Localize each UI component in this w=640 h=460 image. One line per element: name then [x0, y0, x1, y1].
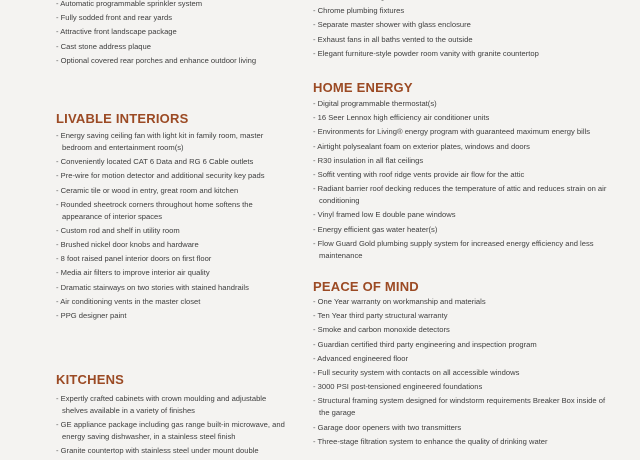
list-item: - Air conditioning vents in the master closet	[56, 296, 288, 308]
list-item	[313, 0, 613, 3]
list-item: - Granite countertop with stainless steel under mount double	[56, 445, 288, 457]
list-item: - Ceramic tile or wood in entry, great room and kitchen	[56, 185, 288, 197]
list-item: - Fully sodded front and rear yards	[56, 12, 288, 24]
list-item: - Energy efficient gas water heater(s)	[313, 224, 613, 236]
list-item: - Structural framing system designed for windstorm requirements Breaker Box inside of the garage	[313, 395, 613, 419]
list-item: - Media air filters to improve interior air quality	[56, 267, 288, 279]
list-item: - GE appliance package including gas range built-in microwave, and energy saving dishwasher, in a stainless steel finish	[56, 419, 288, 443]
list-item: - Elegant furniture-style powder room vanity with granite countertop	[313, 48, 613, 60]
list-item: - Dramatic stairways on two stories with stained handrails	[56, 282, 288, 294]
list-item: - R30 insulation in all flat ceilings	[313, 155, 613, 167]
list-item: - Smoke and carbon monoxide detectors	[313, 324, 613, 336]
list-item: - Energy saving ceiling fan with light kit in family room, master bedroom and entertainment room(s)	[56, 130, 288, 154]
list-item: - Expertly crafted cabinets with crown moulding and adjustable shelves available in a variety of finishes	[56, 393, 288, 417]
list-item: - 3000 PSI post-tensioned engineered foundations	[313, 381, 613, 393]
list-item: - PPG designer paint	[56, 310, 288, 322]
peace-of-mind-heading: PEACE OF MIND	[313, 279, 419, 294]
list-item: - Radiant barrier roof decking reduces the temperature of attic and reduces strain on air conditioning	[313, 183, 613, 207]
list-item: - Ten Year third party structural warranty	[313, 310, 613, 322]
list-item: - Three-stage filtration system to enhance the quality of drinking water	[313, 436, 613, 448]
list-item: - Custom rod and shelf in utility room	[56, 225, 288, 237]
kitchens-list	[56, 393, 288, 459]
home-energy-list	[313, 98, 613, 264]
list-item: - One Year warranty on workmanship and materials	[313, 296, 613, 308]
bath-features-list	[313, 0, 613, 62]
list-item: - 16 Seer Lennox high efficiency air conditioner units	[313, 112, 613, 124]
list-item: - Separate master shower with glass enclosure	[313, 19, 613, 31]
list-item: - 8 foot raised panel interior doors on first floor	[56, 253, 288, 265]
list-item: - Soffit venting with roof ridge vents provide air flow for the attic	[313, 169, 613, 181]
kitchens-heading: KITCHENS	[56, 372, 125, 387]
list-item: - Vinyl framed low E double pane windows	[313, 209, 613, 221]
list-item: - Flow Guard Gold plumbing supply system for increased energy efficiency and less maintenance	[313, 238, 613, 262]
home-energy-heading: HOME ENERGY	[313, 80, 413, 95]
livable-interiors-list	[56, 130, 288, 324]
exterior-features-list	[56, 0, 288, 69]
list-item: - Chrome plumbing fixtures	[313, 5, 613, 17]
list-item: - Rounded sheetrock corners throughout home softens the appearance of interior spaces	[56, 199, 288, 223]
livable-interiors-heading: LIVABLE INTERIORS	[56, 111, 189, 126]
list-item: - Optional covered rear porches and enhance outdoor living	[56, 55, 288, 67]
peace-of-mind-list	[313, 296, 613, 450]
list-item: - Digital programmable thermostat(s)	[313, 98, 613, 110]
list-item: - Attractive front landscape package	[56, 26, 288, 38]
list-item: - Automatic programmable sprinkler system	[56, 0, 288, 10]
list-item: - Pre-wire for motion detector and additional security key pads	[56, 170, 288, 182]
list-item: - Airtight polysealant foam on exterior plates, windows and doors	[313, 141, 613, 153]
list-item: - Conveniently located CAT 6 Data and RG 6 Cable outlets	[56, 156, 288, 168]
list-item: - Full security system with contacts on all accessible windows	[313, 367, 613, 379]
list-item: - Advanced engineered floor	[313, 353, 613, 365]
list-item: - Brushed nickel door knobs and hardware	[56, 239, 288, 251]
list-item: - Cast stone address plaque	[56, 41, 288, 53]
list-item: - Environments for Living® energy program with guaranteed maximum energy bills	[313, 126, 613, 138]
list-item: - Exhaust fans in all baths vented to the outside	[313, 34, 613, 46]
list-item: - Garage door openers with two transmitters	[313, 422, 613, 434]
list-item: - Guardian certified third party engineering and inspection program	[313, 339, 613, 351]
